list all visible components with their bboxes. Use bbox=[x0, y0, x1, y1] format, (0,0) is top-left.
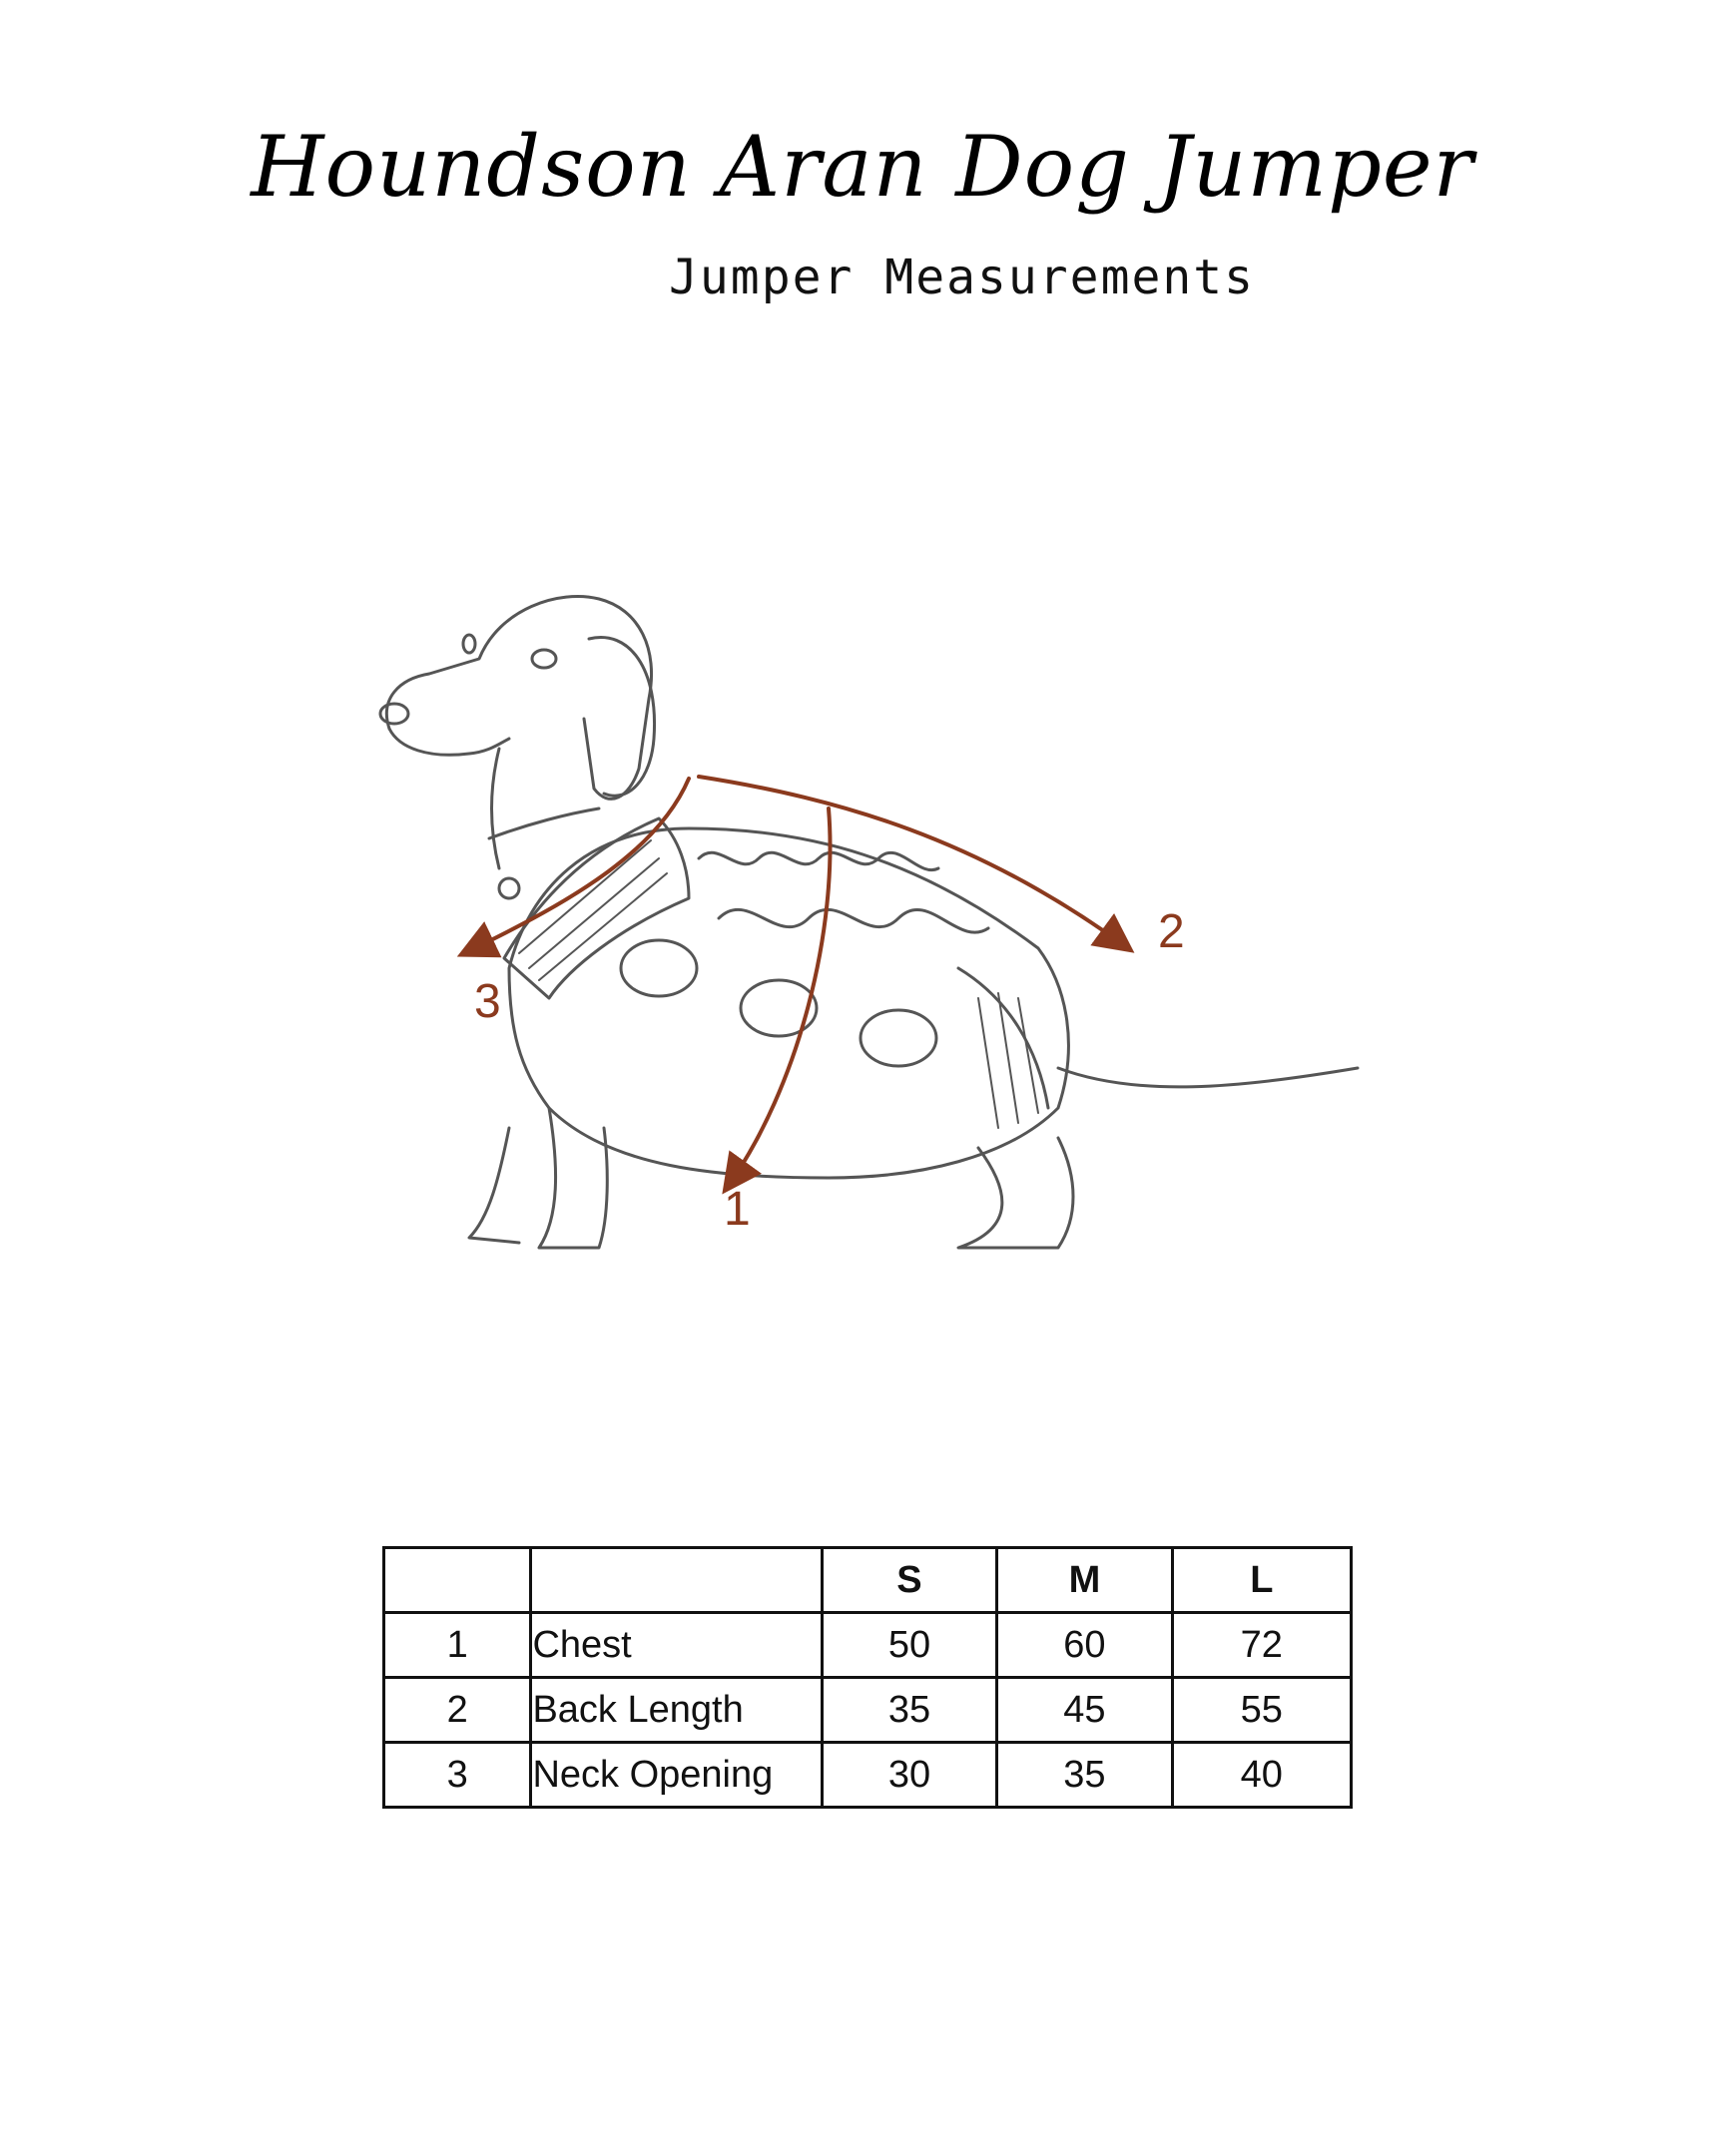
row-number: 3 bbox=[384, 1743, 531, 1808]
dog-collar bbox=[489, 808, 599, 838]
dog-eye bbox=[532, 650, 556, 668]
table-row bbox=[384, 1678, 1352, 1743]
cable-bobble-1 bbox=[621, 940, 697, 996]
value-l: 72 bbox=[1172, 1613, 1351, 1678]
back-leg bbox=[958, 1138, 1073, 1248]
cable-pattern-top bbox=[699, 852, 938, 869]
row-number: 1 bbox=[384, 1613, 531, 1678]
dog-snout bbox=[389, 729, 509, 755]
dog-head-outline bbox=[386, 597, 651, 800]
row-number: 2 bbox=[384, 1678, 531, 1743]
value-m: 45 bbox=[997, 1678, 1172, 1743]
rib-lines bbox=[519, 840, 667, 980]
table-header-row bbox=[384, 1548, 1352, 1613]
header-cell-num bbox=[384, 1548, 531, 1613]
dog-illustration bbox=[359, 569, 1378, 1268]
size-chart-table bbox=[382, 1546, 1353, 1809]
dog-eye-left bbox=[463, 635, 475, 653]
marker-3-label: 3 bbox=[474, 975, 501, 1028]
value-s: 30 bbox=[822, 1743, 996, 1808]
value-l: 55 bbox=[1172, 1678, 1351, 1743]
marker-2-label: 2 bbox=[1158, 905, 1185, 958]
header-cell-measurement bbox=[531, 1548, 822, 1613]
page-title: Houndson Aran Dog Jumper bbox=[251, 118, 1474, 216]
dog-tail bbox=[1058, 1068, 1358, 1087]
value-s: 35 bbox=[822, 1678, 996, 1743]
value-l: 40 bbox=[1172, 1743, 1351, 1808]
value-m: 60 bbox=[997, 1613, 1172, 1678]
dachshund-jumper-drawing bbox=[359, 569, 1378, 1268]
dog-neck bbox=[492, 749, 500, 868]
header-cell-size-m: M bbox=[997, 1548, 1172, 1613]
page-subtitle: Jumper Measurements bbox=[669, 250, 1256, 305]
cable-bobble-3 bbox=[861, 1010, 936, 1066]
cable-pattern-mid bbox=[719, 909, 988, 932]
jumper-hem bbox=[958, 968, 1048, 1108]
header-cell-size-s: S bbox=[822, 1548, 996, 1613]
value-m: 35 bbox=[997, 1743, 1172, 1808]
measurement-name: Back Length bbox=[531, 1678, 822, 1743]
dog-nose bbox=[380, 704, 408, 724]
front-leg-back bbox=[469, 1128, 519, 1243]
measurement-name: Chest bbox=[531, 1613, 822, 1678]
table-row bbox=[384, 1613, 1352, 1678]
collar-tag bbox=[499, 878, 519, 898]
cable-bobble-2 bbox=[741, 980, 817, 1036]
value-s: 50 bbox=[822, 1613, 996, 1678]
jumper-turtleneck bbox=[504, 818, 689, 998]
marker-1-label: 1 bbox=[724, 1183, 751, 1236]
header-cell-size-l: L bbox=[1172, 1548, 1351, 1613]
table-row bbox=[384, 1743, 1352, 1808]
measurement-name: Neck Opening bbox=[531, 1743, 822, 1808]
dog-ear bbox=[589, 637, 655, 796]
